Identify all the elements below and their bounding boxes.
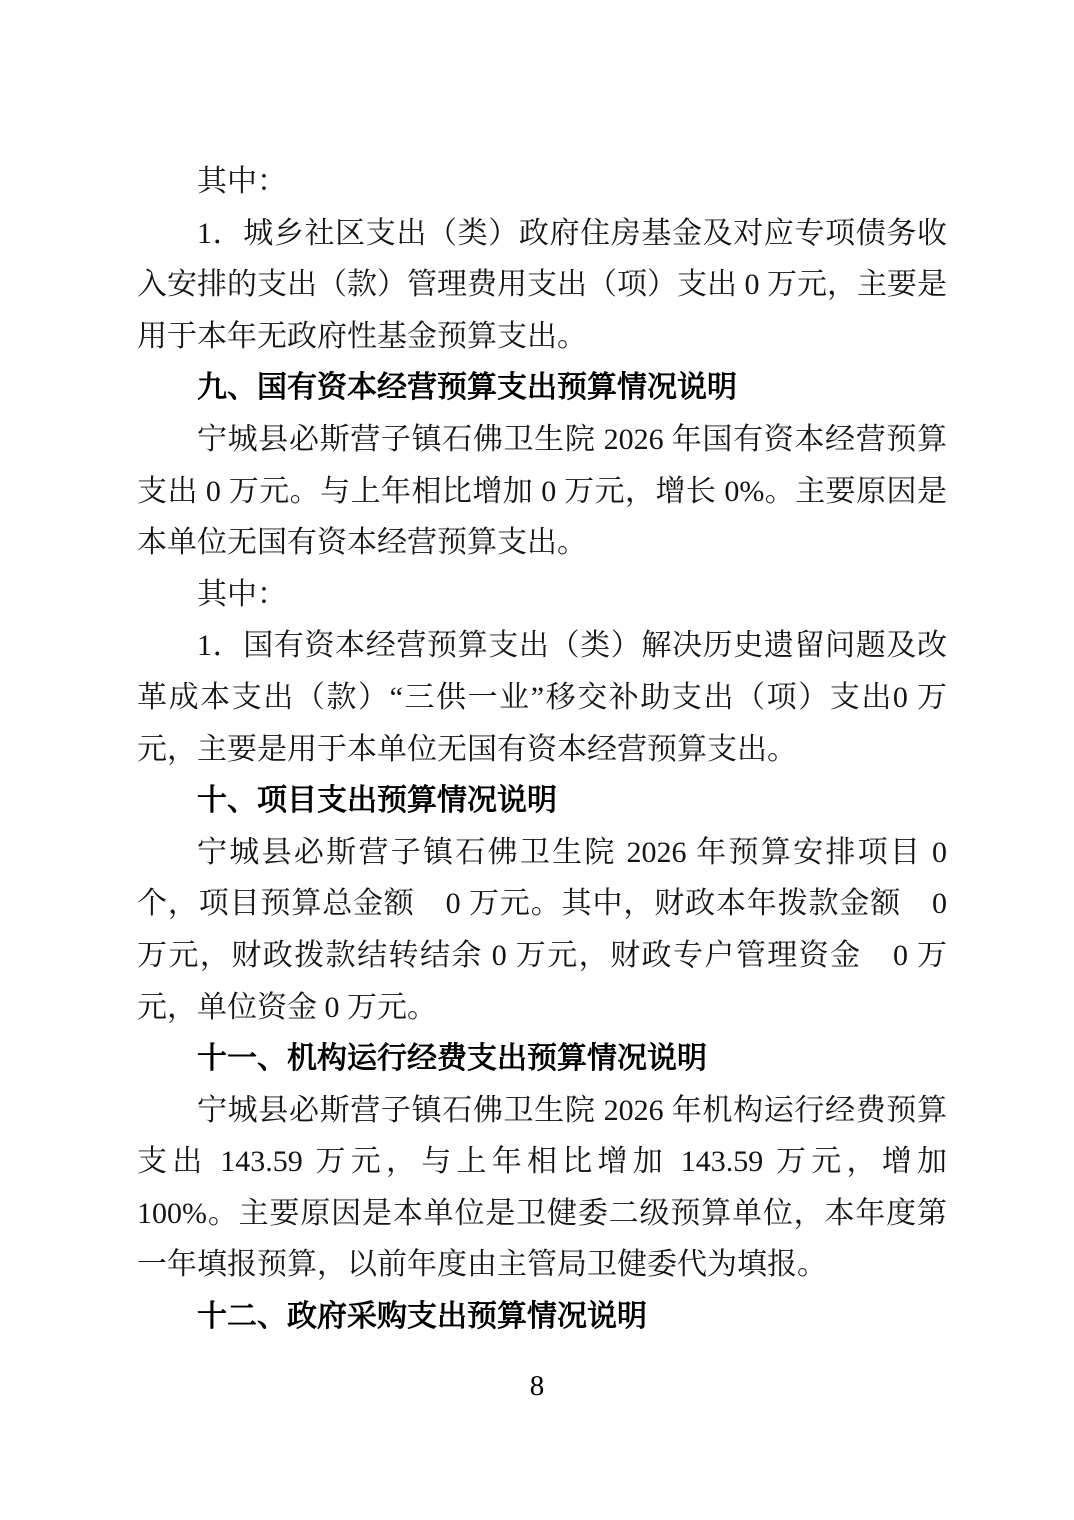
paragraph-operating-funds-detail: 宁城县必斯营子镇石佛卫生院 2026 年机构运行经费预算支出 143.59 万元，与上年相比增加 143.59 万元，增加 100%。主要原因是本单位是卫健委二级预算单位，本年度第一年填报预算，以前年度由主管局卫健委代为填报。 — [137, 1093, 947, 1282]
heading-section-9-state-capital-budget: 九、国有资本经营预算支出预算情况说明 — [197, 371, 737, 405]
heading-section-12-government-procurement: 十二、政府采购支出预算情况说明 — [197, 1300, 647, 1334]
heading-section-11-operating-funds: 十一、机构运行经费支出预算情况说明 — [197, 1042, 707, 1076]
page-number: 8 — [529, 1370, 545, 1402]
paragraph-state-capital-budget-detail: 宁城县必斯营子镇石佛卫生院 2026 年国有资本经营预算支出 0 万元。与上年相比增加 0 万元，增长 0%。主要原因是本单位无国有资本经营预算支出。 — [137, 422, 947, 560]
page-footer — [0, 1370, 1074, 1403]
heading-section-10-project-expenditure: 十、项目支出预算情况说明 — [197, 784, 557, 818]
paragraph-state-capital-expenditure-item: 1．国有资本经营预算支出（类）解决历史遗留问题及改革成本支出（款）“三供一业”移交补助支出（项）支出0 万元，主要是用于本单位无国有资本经营预算支出。 — [137, 629, 947, 766]
document-body — [137, 156, 947, 1343]
paragraph-among-which-1: 其中： — [197, 165, 287, 198]
paragraph-urban-community-expenditure: 1．城乡社区支出（类）政府住房基金及对应专项债务收入安排的支出（款）管理费用支出（项）支出 0 万元，主要是用于本年无政府性基金预算支出。 — [137, 216, 947, 353]
paragraph-among-which-2: 其中： — [197, 577, 287, 611]
paragraph-project-expenditure-detail: 宁城县必斯营子镇石佛卫生院 2026 年预算安排项目 0 个，项目预算总金额 0 万元。其中，财政本年拨款金额 0 万元，财政拨款结转结余 0 万元，财政专户管理资金 0 万元，单位资金 0 万元。 — [137, 835, 947, 1024]
